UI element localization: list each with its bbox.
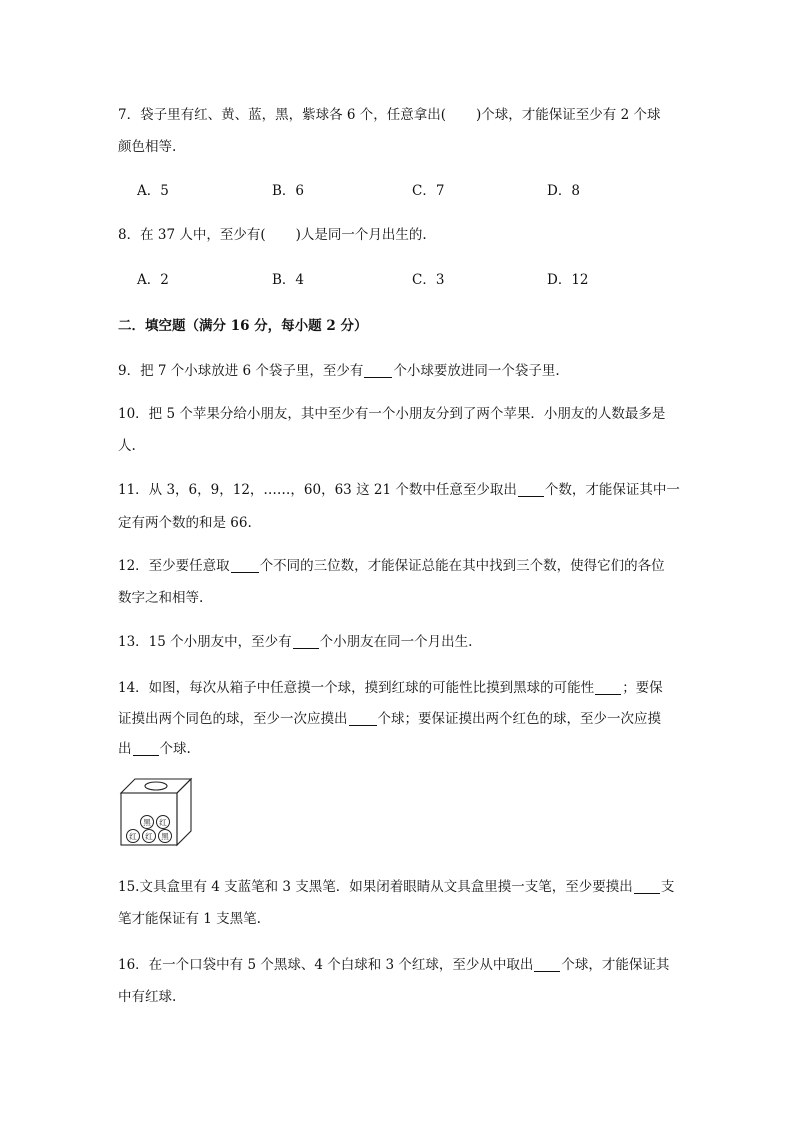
question-16-line-1: 16．在一个口袋中有 5 个黑球、4 个白球和 3 个红球，至少从中取出 个球，才能保证其 [118,957,670,973]
ball-label: 红 [159,818,167,827]
answer-blank[interactable] [364,364,392,379]
answer-blank[interactable] [133,742,159,757]
answer-blank[interactable] [634,880,660,895]
question-11-line-1: 11．从 3，6，9，12，……，60，63 这 21 个数中任意至少取出 个数，才能保证其中一 [118,482,680,498]
question-10-line-2: 人. [118,438,136,454]
ball-label: 黑 [161,832,169,841]
ball-label: 红 [145,832,153,841]
answer-blank[interactable] [518,483,544,498]
question-13: 13．15 个小朋友中，至少有 个小朋友在同一个月出生. [118,634,473,650]
question-14-line-2: 证摸出两个同色的球，至少一次应摸出 个球；要保证摸出两个红色的球，至少一次应摸 [118,711,661,727]
question-11-line-2: 定有两个数的和是 66. [118,515,252,531]
ball-box-figure [118,776,194,848]
q7-option-b: B．6 [272,183,305,199]
question-10-line-1: 10．把 5 个苹果分给小朋友，其中至少有一个小朋友分到了两个苹果．小朋友的人数最多是 [118,406,666,422]
answer-blank[interactable] [293,635,319,650]
question-16-line-2: 中有红球. [118,989,177,1005]
ball-label: 红 [129,832,137,841]
answer-blank[interactable] [595,681,621,696]
question-15-line-2: 笔才能保证有 1 支黑笔. [118,911,261,927]
q8-option-b: B．4 [272,272,305,288]
q8-option-a: A．2 [137,272,169,288]
section-2-title: 二．填空题（满分 16 分，每小题 2 分） [118,318,368,334]
question-12-line-1: 12．至少要任意取 个不同的三位数，才能保证总能在其中找到三个数，使得它们的各位 [118,558,665,574]
q7-option-d: D．8 [547,183,580,199]
question-7-line-1: 7．袋子里有红、黄、蓝，黑，紫球各 6 个，任意拿出( )个球，才能保证至少有 2 个球 [118,107,661,123]
question-14-line-3: 出 个球. [118,741,191,757]
question-12-line-2: 数字之和相等. [118,590,204,606]
answer-blank[interactable] [534,958,560,973]
answer-blank[interactable] [349,712,377,727]
question-7-line-2: 颜色相等. [118,139,177,155]
question-9: 9．把 7 个小球放进 6 个袋子里，至少有 个小球要放进同一个袋子里. [118,363,560,379]
q8-option-d: D．12 [547,272,589,288]
answer-blank[interactable] [231,559,259,574]
q8-option-c: C．3 [412,272,445,288]
question-14-line-1: 14．如图，每次从箱子中任意摸一个球，摸到红球的可能性比摸到黑球的可能性 ；要保 [118,680,663,696]
ball-label: 黑 [143,818,151,827]
q7-option-a: A．5 [137,183,169,199]
q7-option-c: C．7 [412,183,445,199]
question-8-line-1: 8．在 37 人中，至少有( )人是同一个月出生的. [118,227,427,243]
question-15-line-1: 15.文具盒里有 4 支蓝笔和 3 支黑笔．如果闭着眼睛从文具盒里摸一支笔，至少要摸出 支 [118,879,675,895]
